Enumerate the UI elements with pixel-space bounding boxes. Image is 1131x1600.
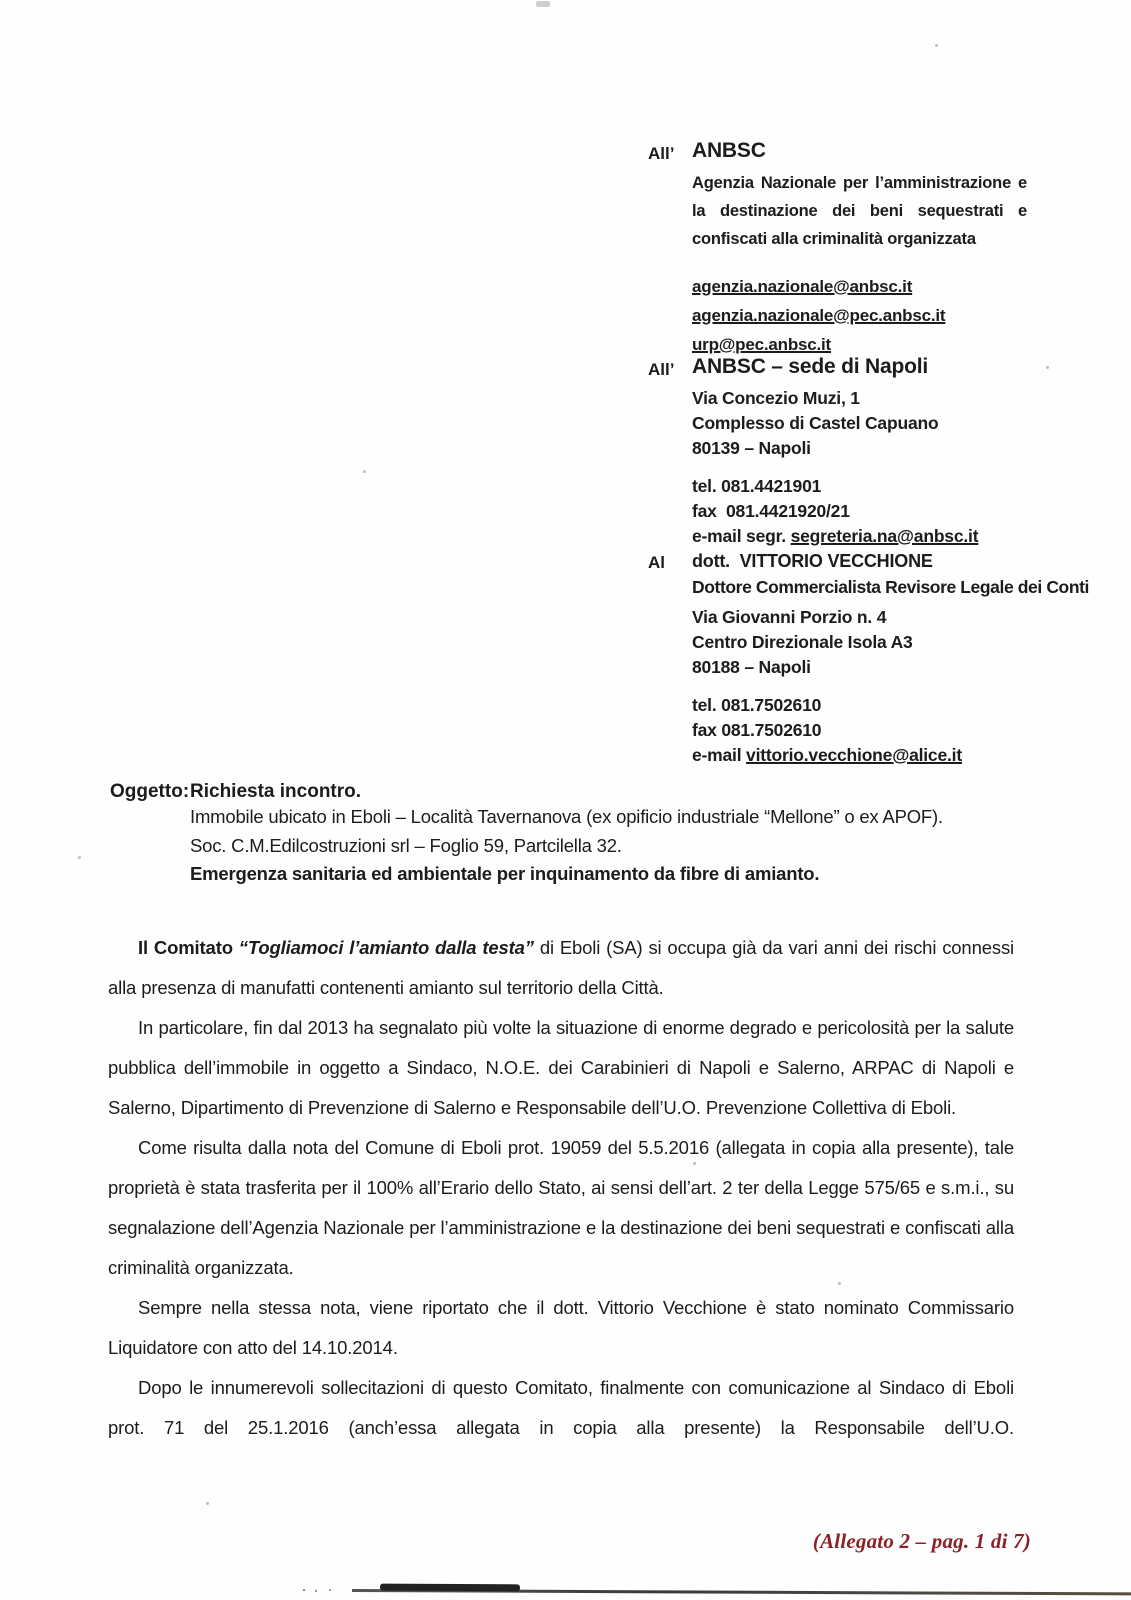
paragraph-5: Dopo le innumerevoli sollecitazioni di questo Comitato, finalmente con comunicazione al Sindaco di Eboli prot. 71 del 25.1.2016 (anch’essa allegata in copia alla presente) la Responsabile dell’U.O.	[108, 1377, 1014, 1438]
phone-line: tel. 081.4421901	[692, 476, 822, 496]
subject-label: Oggetto:	[110, 781, 190, 802]
scan-artifact-blob	[380, 1584, 520, 1592]
contact-block	[692, 474, 1032, 549]
subject-line-3: Soc. C.M.Edilcostruzioni srl – Foglio 59, Partcilella 32.	[190, 834, 622, 856]
scan-artifact-dots	[300, 1588, 346, 1592]
recipient-description: Agenzia Nazionale per l’amministrazione e la destinazione dei beni sequestrati e confiscati alla criminalità organizzata	[692, 174, 1027, 248]
email-label: e-mail segr.	[692, 526, 791, 546]
recipient-title: Dottore Commercialista Revisore Legale dei Conti	[692, 577, 1090, 597]
letter-body	[108, 928, 1014, 1448]
paragraph-1-quote: “Togliamoci l’amianto dalla testa”	[238, 937, 534, 958]
paragraph-1-lead: Il Comitato	[138, 937, 239, 958]
email-line	[692, 743, 1112, 768]
email-link-anbsc[interactable]: agenzia.nazionale@anbsc.it	[692, 277, 913, 296]
address-line: Complesso di Castel Capuano	[692, 413, 939, 433]
email-link-vecchione[interactable]: vittorio.vecchione@alice.it	[746, 745, 962, 765]
salutation-label: All’	[648, 360, 675, 379]
salutation-label: All’	[648, 144, 675, 163]
address-block	[692, 386, 1032, 461]
scan-speck	[838, 1282, 841, 1285]
fax-line: fax 081.7502610	[692, 720, 822, 740]
email-line	[692, 524, 1032, 549]
address-line: 80139 – Napoli	[692, 438, 811, 458]
paragraph-1	[108, 928, 1014, 1008]
scan-speck	[935, 44, 938, 47]
scan-speck	[693, 1162, 696, 1165]
recipient-block-vecchione	[648, 549, 1112, 768]
address-line: 80188 – Napoli	[692, 657, 811, 677]
email-link-anbsc-pec[interactable]: agenzia.nazionale@pec.anbsc.it	[692, 306, 946, 325]
recipient-block-anbsc	[648, 138, 1032, 360]
address-line: Via Concezio Muzi, 1	[692, 388, 860, 408]
email-link-segreteria[interactable]: segreteria.na@anbsc.it	[790, 526, 979, 546]
fax-line: fax 081.4421920/21	[692, 501, 850, 521]
paragraph-1-rest: di Eboli (SA) si occupa già da vari anni dei rischi connessi alla presenza di manufatti contenenti amianto sul territorio della Città.	[108, 937, 1015, 998]
scan-speck	[78, 856, 81, 859]
paragraph-2: In particolare, fin dal 2013 ha segnalato più volte la situazione di enorme degrado e pericolosità per la salute pubblica dell’immobile in oggetto a Sindaco, N.O.E. dei Carabinieri di Napoli e Salerno, ARPAC di Napoli e Salerno, Dipartimento di Prevenzione di Salerno e Responsabile dell’U.O. Prevenzione Collettiva di Eboli.	[108, 1017, 1014, 1118]
email-label: e-mail	[692, 745, 747, 765]
subject-line-1: Richiesta incontro.	[190, 781, 362, 802]
recipient-name: dott. VITTORIO VECCHIONE	[692, 551, 933, 571]
salutation-label: Al	[648, 553, 665, 572]
attachment-page-label: (Allegato 2 – pag. 1 di 7)	[812, 1529, 1031, 1553]
address-block	[692, 605, 1112, 680]
scan-artifact-smudge	[536, 1, 550, 7]
subject-line-2: Immobile ubicato in Eboli – Località Tavernanova (ex opificio industriale “Mellone” o ex APOF).	[190, 806, 943, 827]
address-line: Centro Direzionale Isola A3	[692, 632, 913, 652]
subject-line-4: Emergenza sanitaria ed ambientale per inquinamento da fibre di amianto.	[190, 863, 820, 884]
address-line: Via Giovanni Porzio n. 4	[692, 607, 887, 627]
email-list	[692, 273, 1032, 360]
subject-block	[110, 781, 1040, 889]
recipient-name: ANBSC	[692, 139, 766, 162]
scan-speck	[1046, 366, 1049, 369]
scan-speck	[363, 470, 366, 473]
recipient-block-anbsc-napoli	[648, 354, 1032, 549]
contact-block	[692, 693, 1112, 768]
recipient-name: ANBSC – sede di Napoli	[692, 355, 928, 378]
email-link-urp[interactable]: urp@pec.anbsc.it	[692, 335, 832, 354]
paragraph-4: Sempre nella stessa nota, viene riportato che il dott. Vittorio Vecchione è stato nominato Commissario Liquidatore con atto del 14.10.2014.	[108, 1297, 1014, 1358]
paragraph-3: Come risulta dalla nota del Comune di Eboli prot. 19059 del 5.5.2016 (allegata in copia alla presente), tale proprietà è stata trasferita per il 100% all’Erario dello Stato, ai sensi dell’art. 2 ter della Legge 575/65 e s.m.i., su segnalazione dell’Agenzia Nazionale per l’amministrazione e la destinazione dei beni sequestrati e confiscati alla criminalità organizzata.	[108, 1137, 1014, 1278]
phone-line: tel. 081.7502610	[692, 695, 822, 715]
scan-speck	[206, 1502, 209, 1505]
